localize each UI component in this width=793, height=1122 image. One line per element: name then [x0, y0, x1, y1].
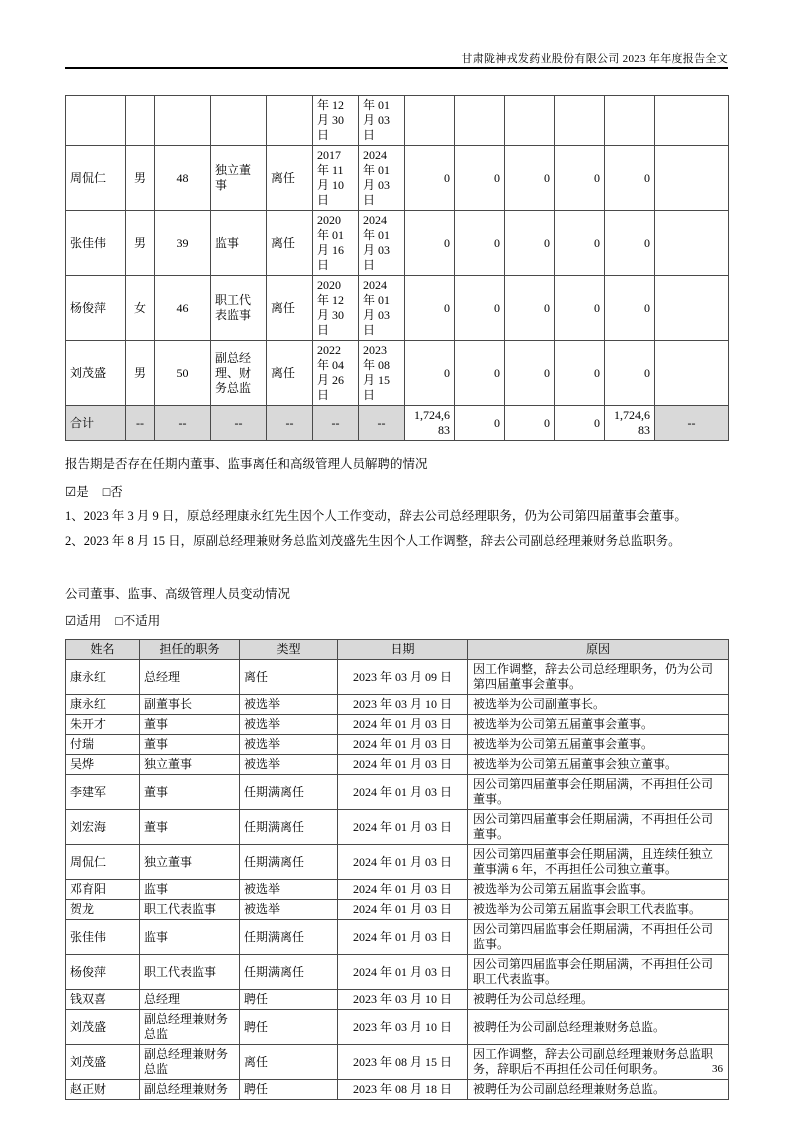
section-title: 公司董事、监事、高级管理人员变动情况: [65, 587, 291, 601]
value-cell: 0: [605, 341, 655, 406]
position-cell: 董事: [140, 810, 240, 845]
reason-cell: 因公司第四届董事会任期届满，且连续任独立董事满 6 年，不再担任公司独立董事。: [468, 845, 729, 880]
type-cell: 被选举: [240, 715, 338, 735]
personnel-changes-table: [65, 639, 729, 1100]
total-value-cell: 1,724,683: [605, 406, 655, 441]
table-cell: [455, 96, 505, 146]
end-date-cell: 2024 年 01 月 03 日: [359, 146, 405, 211]
date-cell: 2024 年 01 月 03 日: [338, 880, 468, 900]
table-cell: [211, 96, 267, 146]
type-cell: 被选举: [240, 735, 338, 755]
table-cell: [655, 341, 729, 406]
table-cell: [655, 146, 729, 211]
table-cell: --: [267, 406, 313, 441]
table-cell: [555, 96, 605, 146]
name-cell: 张佳伟: [66, 920, 140, 955]
total-value-cell: 1,724,683: [405, 406, 455, 441]
value-cell: 0: [555, 211, 605, 276]
name-cell: 周侃仁: [66, 845, 140, 880]
start-date-cell: 年 12 月 30 日: [313, 96, 359, 146]
name-cell: 周侃仁: [66, 146, 126, 211]
value-cell: 0: [505, 146, 555, 211]
value-cell: 0: [505, 276, 555, 341]
name-cell: 杨俊萍: [66, 276, 126, 341]
total-value-cell: 0: [505, 406, 555, 441]
table-row: [66, 775, 729, 810]
table-row: [66, 660, 729, 695]
table-cell: --: [126, 406, 155, 441]
page-number: 36: [712, 1063, 723, 1075]
value-cell: 0: [405, 276, 455, 341]
position-cell: 独立董事: [140, 755, 240, 775]
position-cell: 副总经理兼财务: [140, 1080, 240, 1100]
note-item-1: 1、2023 年 3 月 9 日，原总经理康永红先生因个人工作变动，辞去公司总经理职务，仍为公司第四届董事会董事。: [65, 509, 687, 523]
value-cell: 0: [555, 146, 605, 211]
total-label-cell: 合计: [66, 406, 126, 441]
status-cell: 离任: [267, 276, 313, 341]
table-row: [66, 276, 729, 341]
value-cell: 0: [605, 276, 655, 341]
table-cell: [655, 276, 729, 341]
table-header-row: [66, 640, 729, 660]
type-cell: 任期满离任: [240, 920, 338, 955]
officers-tenure-table: [65, 95, 729, 441]
start-date-cell: 2022 年 04 月 26 日: [313, 341, 359, 406]
date-cell: 2024 年 01 月 03 日: [338, 900, 468, 920]
table-row: [66, 695, 729, 715]
table-cell: --: [155, 406, 211, 441]
value-cell: 0: [405, 211, 455, 276]
date-cell: 2023 年 03 月 09 日: [338, 660, 468, 695]
table-row: [66, 211, 729, 276]
column-header-name: 姓名: [66, 640, 140, 660]
reason-cell: 被选举为公司第五届监事会监事。: [468, 880, 729, 900]
reason-cell: 被聘任为公司副总经理兼财务总监。: [468, 1080, 729, 1100]
table-row: [66, 1010, 729, 1045]
name-cell: 刘茂盛: [66, 341, 126, 406]
type-cell: 被选举: [240, 695, 338, 715]
start-date-cell: 2020 年 12 月 30 日: [313, 276, 359, 341]
table-cell: [267, 96, 313, 146]
reason-cell: 被聘任为公司副总经理兼财务总监。: [468, 1010, 729, 1045]
age-cell: 39: [155, 211, 211, 276]
reason-cell: 被聘任为公司总经理。: [468, 990, 729, 1010]
position-cell: 监事: [211, 211, 267, 276]
table-cell: --: [655, 406, 729, 441]
name-cell: 吴烨: [66, 755, 140, 775]
departure-question: 报告期是否存在任期内董事、监事离任和高级管理人员解聘的情况: [65, 457, 428, 471]
table-row: [66, 341, 729, 406]
end-date-cell: 2023 年 08 月 15 日: [359, 341, 405, 406]
position-cell: 董事: [140, 735, 240, 755]
total-value-cell: 0: [455, 406, 505, 441]
type-cell: 聘任: [240, 990, 338, 1010]
table-cell: --: [359, 406, 405, 441]
date-cell: 2024 年 01 月 03 日: [338, 735, 468, 755]
name-cell: 付瑞: [66, 735, 140, 755]
name-cell: 刘茂盛: [66, 1045, 140, 1080]
type-cell: 被选举: [240, 900, 338, 920]
position-cell: 副总经理兼财务总监: [140, 1010, 240, 1045]
value-cell: 0: [455, 276, 505, 341]
report-header: 甘肃陇神戎发药业股份有限公司 2023 年年度报告全文: [461, 53, 728, 65]
reason-cell: 因公司第四届监事会任期届满，不再担任公司职工代表监事。: [468, 955, 729, 990]
table-row: [66, 810, 729, 845]
name-cell: 钱双喜: [66, 990, 140, 1010]
type-cell: 聘任: [240, 1010, 338, 1045]
column-header-position: 担任的职务: [140, 640, 240, 660]
reason-cell: 因工作调整，辞去公司总经理职务，仍为公司第四届董事会董事。: [468, 660, 729, 695]
value-cell: 0: [505, 341, 555, 406]
table-row: [66, 1080, 729, 1100]
table-cell: [605, 96, 655, 146]
table-row: [66, 880, 729, 900]
gender-cell: 男: [126, 341, 155, 406]
table-cell: --: [211, 406, 267, 441]
type-cell: 离任: [240, 660, 338, 695]
position-cell: 监事: [140, 880, 240, 900]
age-cell: 48: [155, 146, 211, 211]
value-cell: 0: [555, 341, 605, 406]
age-cell: 46: [155, 276, 211, 341]
column-header-type: 类型: [240, 640, 338, 660]
table-cell: [405, 96, 455, 146]
value-cell: 0: [555, 276, 605, 341]
value-cell: 0: [455, 341, 505, 406]
reason-cell: 被选举为公司第五届监事会职工代表监事。: [468, 900, 729, 920]
reason-cell: 因公司第四届董事会任期届满，不再担任公司董事。: [468, 810, 729, 845]
note-item-2: 2、2023 年 8 月 15 日，原副总经理兼财务总监刘茂盛先生因个人工作调整，辞去公司副总经理兼财务总监职务。: [65, 534, 681, 548]
type-cell: 任期满离任: [240, 845, 338, 880]
reason-cell: 因公司第四届监事会任期届满，不再担任公司监事。: [468, 920, 729, 955]
gender-cell: 男: [126, 146, 155, 211]
end-date-cell: 年 01 月 03 日: [359, 96, 405, 146]
type-cell: 离任: [240, 1045, 338, 1080]
name-cell: 张佳伟: [66, 211, 126, 276]
date-cell: 2024 年 01 月 03 日: [338, 955, 468, 990]
reason-cell: 因工作调整，辞去公司副总经理兼财务总监职务，辞职后不再担任公司任何职务。: [468, 1045, 729, 1080]
position-cell: 董事: [140, 775, 240, 810]
date-cell: 2024 年 01 月 03 日: [338, 755, 468, 775]
date-cell: 2023 年 08 月 18 日: [338, 1080, 468, 1100]
value-cell: 0: [405, 146, 455, 211]
status-cell: 离任: [267, 211, 313, 276]
position-cell: 董事: [140, 715, 240, 735]
start-date-cell: 2017 年 11 月 10 日: [313, 146, 359, 211]
date-cell: 2023 年 03 月 10 日: [338, 1010, 468, 1045]
position-cell: 副总经理、财务总监: [211, 341, 267, 406]
date-cell: 2024 年 01 月 03 日: [338, 715, 468, 735]
table-row: [66, 900, 729, 920]
reason-cell: 被选举为公司副董事长。: [468, 695, 729, 715]
value-cell: 0: [405, 341, 455, 406]
applicable-line: [65, 611, 728, 629]
total-row: [66, 406, 729, 441]
table-row: [66, 1045, 729, 1080]
header-rule: [65, 67, 728, 69]
table-cell: [655, 96, 729, 146]
table-row: [66, 96, 729, 146]
type-cell: 被选举: [240, 880, 338, 900]
reason-cell: 被选举为公司第五届董事会独立董事。: [468, 755, 729, 775]
position-cell: 职工代表监事: [140, 955, 240, 990]
end-date-cell: 2024 年 01 月 03 日: [359, 276, 405, 341]
table-row: [66, 715, 729, 735]
yes-checkbox: ☑是: [65, 485, 89, 499]
position-cell: 独立董事: [140, 845, 240, 880]
table-row: [66, 990, 729, 1010]
date-cell: 2024 年 01 月 03 日: [338, 845, 468, 880]
position-cell: 监事: [140, 920, 240, 955]
value-cell: 0: [505, 211, 555, 276]
table-cell: --: [313, 406, 359, 441]
table-row: [66, 955, 729, 990]
position-cell: 副总经理兼财务总监: [140, 1045, 240, 1080]
table-row: [66, 845, 729, 880]
name-cell: 康永红: [66, 695, 140, 715]
table-cell: [126, 96, 155, 146]
date-cell: 2024 年 01 月 03 日: [338, 775, 468, 810]
table-row: [66, 920, 729, 955]
page-content: [65, 95, 728, 1100]
name-cell: 刘茂盛: [66, 1010, 140, 1045]
gender-cell: 女: [126, 276, 155, 341]
name-cell: 贺龙: [66, 900, 140, 920]
type-cell: 任期满离任: [240, 810, 338, 845]
column-header-date: 日期: [338, 640, 468, 660]
reason-cell: 被选举为公司第五届董事会董事。: [468, 715, 729, 735]
status-cell: 离任: [267, 341, 313, 406]
column-header-reason: 原因: [468, 640, 729, 660]
date-cell: 2024 年 01 月 03 日: [338, 920, 468, 955]
type-cell: 被选举: [240, 755, 338, 775]
table-row: [66, 146, 729, 211]
position-cell: 副董事长: [140, 695, 240, 715]
reason-cell: 被选举为公司第五届董事会董事。: [468, 735, 729, 755]
position-cell: 独立董事: [211, 146, 267, 211]
position-cell: 职工代表监事: [140, 900, 240, 920]
applicable-checkbox: ☑适用: [65, 614, 102, 628]
table-row: [66, 735, 729, 755]
value-cell: 0: [455, 211, 505, 276]
no-checkbox: □否: [102, 485, 123, 499]
name-cell: 赵正财: [66, 1080, 140, 1100]
gender-cell: 男: [126, 211, 155, 276]
name-cell: 杨俊萍: [66, 955, 140, 990]
departure-answer: [65, 482, 728, 500]
date-cell: 2023 年 08 月 15 日: [338, 1045, 468, 1080]
table-cell: [505, 96, 555, 146]
name-cell: 刘宏海: [66, 810, 140, 845]
name-cell: 邓育阳: [66, 880, 140, 900]
status-cell: 离任: [267, 146, 313, 211]
table-row: [66, 755, 729, 775]
date-cell: 2023 年 03 月 10 日: [338, 990, 468, 1010]
age-cell: 50: [155, 341, 211, 406]
end-date-cell: 2024 年 01 月 03 日: [359, 211, 405, 276]
reason-cell: 因公司第四届董事会任期届满，不再担任公司董事。: [468, 775, 729, 810]
type-cell: 任期满离任: [240, 955, 338, 990]
name-cell: 李建军: [66, 775, 140, 810]
name-cell: 康永红: [66, 660, 140, 695]
date-cell: 2024 年 01 月 03 日: [338, 810, 468, 845]
table-cell: [655, 211, 729, 276]
type-cell: 任期满离任: [240, 775, 338, 810]
position-cell: 总经理: [140, 990, 240, 1010]
start-date-cell: 2020 年 01 月 16 日: [313, 211, 359, 276]
value-cell: 0: [455, 146, 505, 211]
position-cell: 总经理: [140, 660, 240, 695]
value-cell: 0: [605, 146, 655, 211]
date-cell: 2023 年 03 月 10 日: [338, 695, 468, 715]
position-cell: 职工代表监事: [211, 276, 267, 341]
not-applicable-checkbox: □不适用: [115, 614, 161, 628]
total-value-cell: 0: [555, 406, 605, 441]
type-cell: 聘任: [240, 1080, 338, 1100]
table-cell: [66, 96, 126, 146]
value-cell: 0: [605, 211, 655, 276]
table-cell: [155, 96, 211, 146]
name-cell: 朱开才: [66, 715, 140, 735]
